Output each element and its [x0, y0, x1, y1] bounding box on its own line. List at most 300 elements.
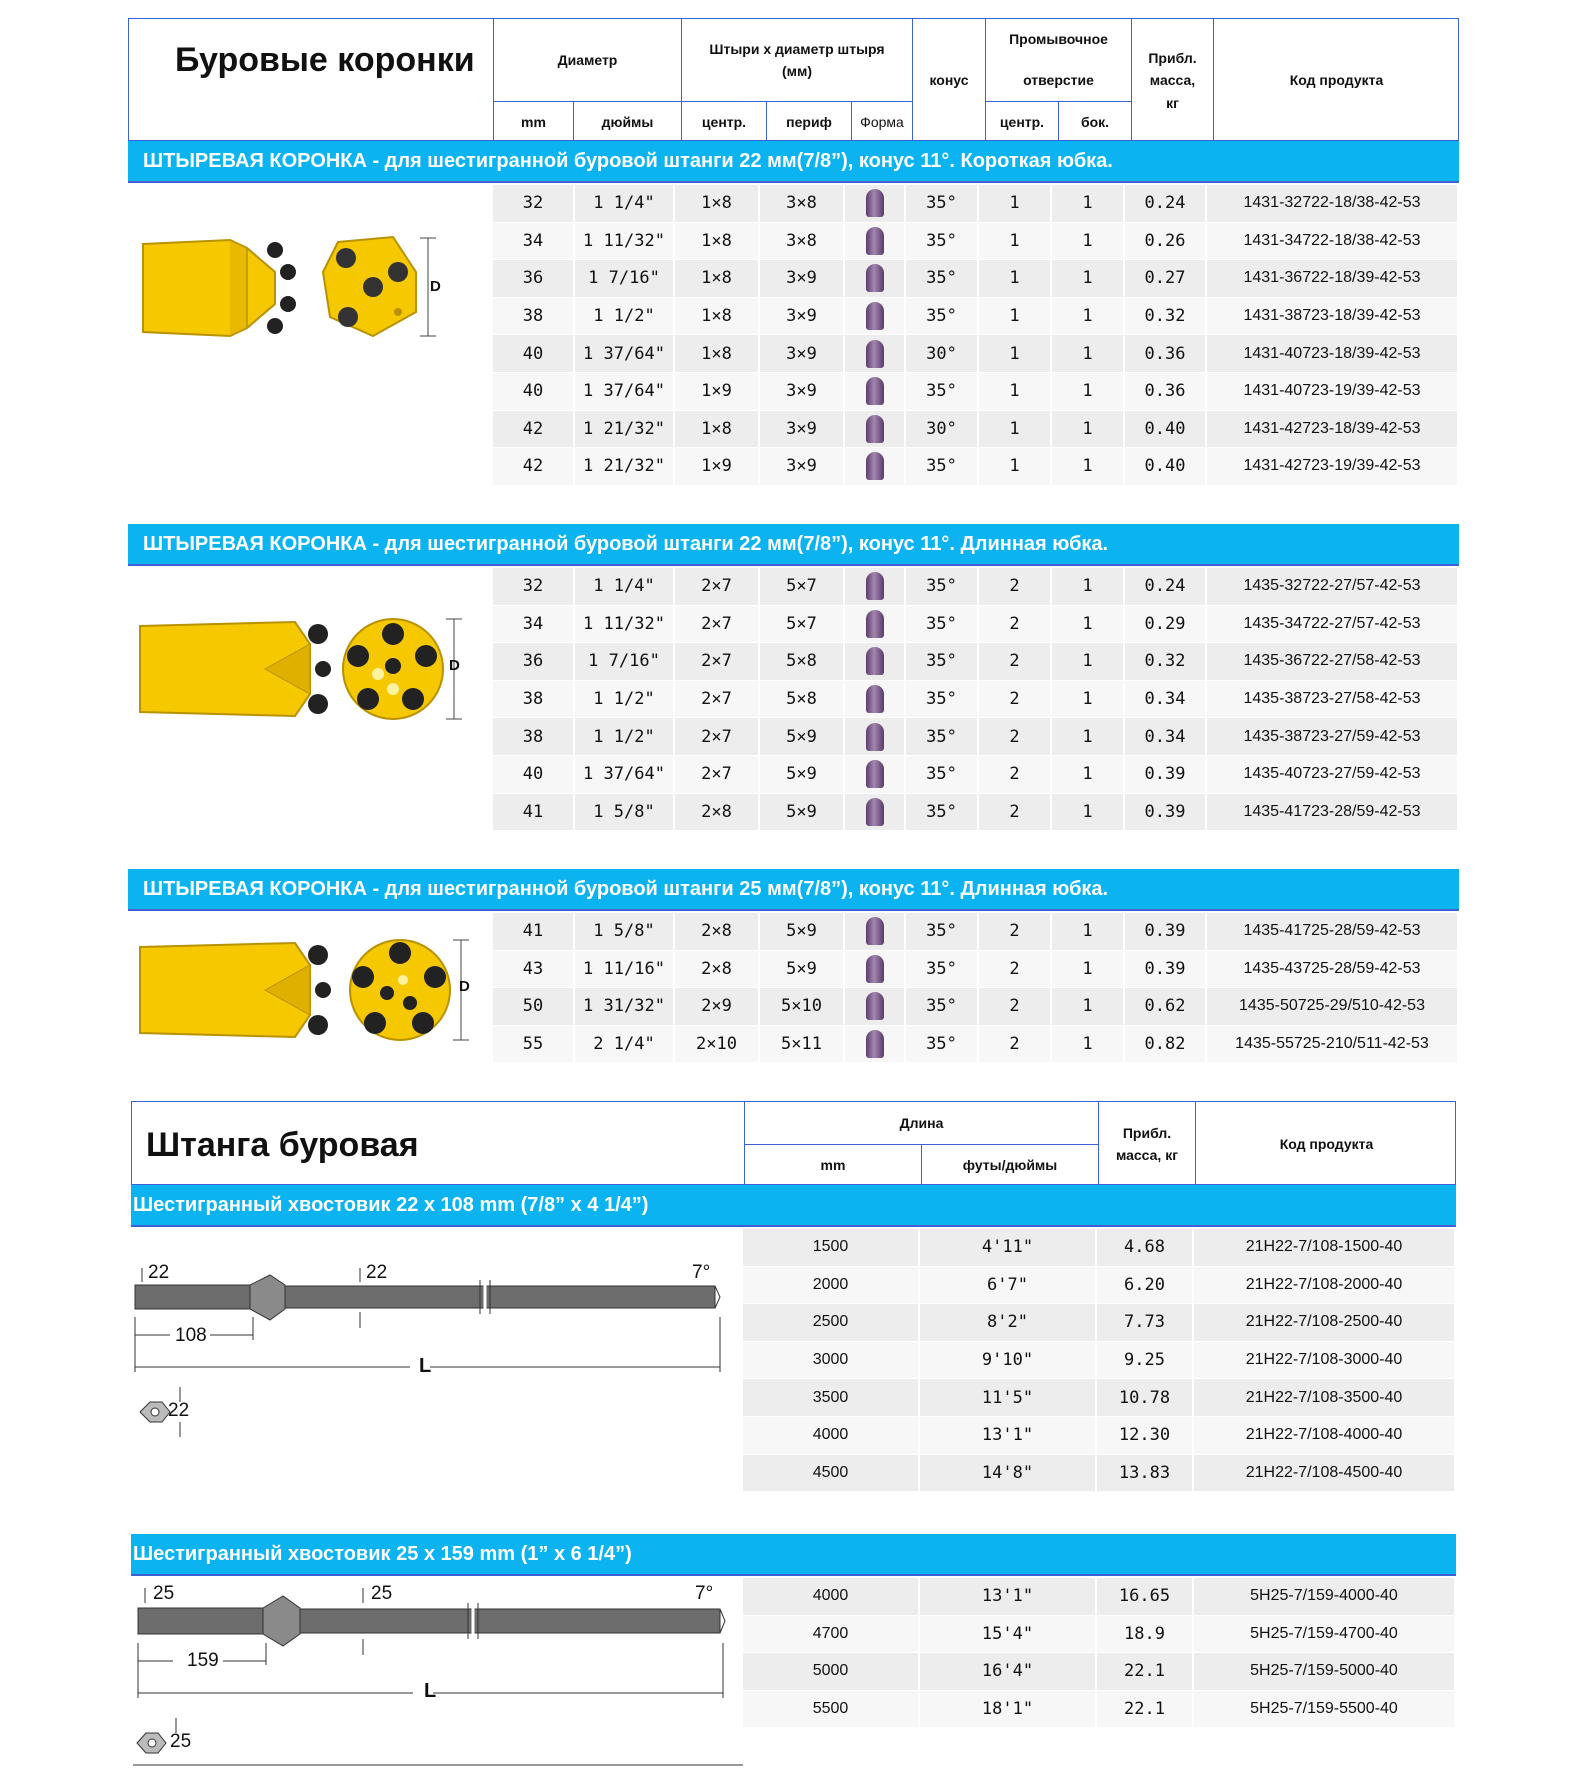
cell-mass: 4.68: [1097, 1229, 1194, 1266]
cell-code: 1431-40723-18/39-42-53: [1207, 335, 1459, 372]
cell-mass: 0.36: [1125, 335, 1207, 372]
bit-1-dim-label: D: [430, 278, 441, 295]
table-row: [743, 1379, 1456, 1417]
cell-flush-side: 1: [1052, 298, 1125, 335]
cell-cone: 35°: [906, 643, 979, 680]
cell-mass: 0.32: [1125, 298, 1207, 335]
table-row: [743, 1578, 1456, 1616]
table-row: [493, 951, 1459, 989]
cell-mass: 7.73: [1097, 1304, 1194, 1341]
bits-section-3-rows: [493, 913, 1459, 1063]
cell-pins-periph: 5×9: [760, 913, 845, 950]
cell-inch: 1 1/4": [575, 185, 675, 222]
cell-mass: 0.39: [1125, 794, 1207, 831]
cell-code: 1435-36722-27/58-42-53: [1207, 643, 1459, 680]
hdr-code: Код продукта: [1213, 19, 1459, 142]
cell-flush-center: 2: [979, 794, 1052, 831]
hdr-diameter: Диаметр: [493, 19, 681, 102]
cell-mm: 40: [493, 373, 575, 410]
cell-mass: 6.20: [1097, 1267, 1194, 1304]
cell-flush-center: 1: [979, 260, 1052, 297]
table-row: [493, 643, 1459, 681]
table-row: [743, 1616, 1456, 1654]
bit-25mm-side-image: [135, 935, 335, 1045]
cell-flush-center: 2: [979, 756, 1052, 793]
cell-mm: 38: [493, 718, 575, 755]
cell-code: 1435-40723-27/59-42-53: [1207, 756, 1459, 793]
cell-flush-side: 1: [1052, 951, 1125, 988]
cell-code: 21H22-7/108-1500-40: [1194, 1229, 1456, 1266]
cell-mm: 32: [493, 185, 575, 222]
cell-mm: 40: [493, 756, 575, 793]
cell-flush-side: 1: [1052, 568, 1125, 605]
cell-pins-center: 2×7: [675, 568, 760, 605]
rods-section-2-title: Шестигранный хвостовик 25 x 159 mm (1” x 6 1/4”): [131, 1534, 1456, 1576]
button-pin-icon: [866, 798, 884, 826]
cell-code: 1435-50725-29/510-42-53: [1207, 988, 1459, 1025]
cell-cone: 35°: [906, 951, 979, 988]
cell-pins-center: 1×8: [675, 298, 760, 335]
hdr-inch: дюймы: [573, 102, 681, 142]
cell-pins-center: 1×8: [675, 335, 760, 372]
cell-code: 1431-38723-18/39-42-53: [1207, 298, 1459, 335]
table-row: [493, 1026, 1459, 1064]
cell-mm: 36: [493, 643, 575, 680]
cell-shape: [845, 913, 906, 950]
cell-flush-side: 1: [1052, 643, 1125, 680]
cell-ftin: 13'1": [920, 1417, 1097, 1454]
cell-inch: 1 1/2": [575, 718, 675, 755]
cell-mm: 4500: [743, 1455, 920, 1492]
cell-flush-side: 1: [1052, 681, 1125, 718]
cell-cone: 30°: [906, 335, 979, 372]
table-row: [743, 1455, 1456, 1493]
hdr-periph: периф: [766, 102, 851, 142]
bits-section-1-title: ШТЫРЕВАЯ КОРОНКА - для шестигранной буровой штанги 22 мм(7/8”), конус 11°. Короткая юбка.: [128, 141, 1459, 183]
table-row: [493, 223, 1459, 261]
rod-22-hex-label: 22: [148, 1262, 170, 1283]
cell-flush-center: 2: [979, 568, 1052, 605]
cell-pins-periph: 5×9: [760, 794, 845, 831]
cell-pins-center: 2×8: [675, 951, 760, 988]
hdr-mm: mm: [493, 102, 573, 142]
cell-mass: 0.36: [1125, 373, 1207, 410]
cell-ftin: 8'2": [920, 1304, 1097, 1341]
cell-mass: 22.1: [1097, 1691, 1194, 1728]
cell-flush-side: 1: [1052, 794, 1125, 831]
cell-shape: [845, 643, 906, 680]
cell-inch: 1 1/4": [575, 568, 675, 605]
cell-inch: 1 5/8": [575, 913, 675, 950]
cell-shape: [845, 756, 906, 793]
cell-mm: 4700: [743, 1616, 920, 1653]
cell-inch: 1 21/32": [575, 411, 675, 448]
cell-pins-periph: 3×9: [760, 373, 845, 410]
cell-flush-side: 1: [1052, 335, 1125, 372]
rods-title: Штанга буровая: [146, 1126, 419, 1164]
hdr-flush: Промывочное отверстие: [985, 19, 1131, 102]
table-row: [493, 568, 1459, 606]
cell-code: 1435-32722-27/57-42-53: [1207, 568, 1459, 605]
cell-flush-center: 1: [979, 223, 1052, 260]
cell-mm: 3500: [743, 1379, 920, 1416]
cell-shape: [845, 794, 906, 831]
hdr-mass: Прибл. масса, кг: [1131, 19, 1213, 142]
table-row: [493, 756, 1459, 794]
cell-pins-center: 1×8: [675, 411, 760, 448]
cell-cone: 35°: [906, 298, 979, 335]
cell-flush-center: 1: [979, 185, 1052, 222]
bit-short-skirt-side-image: [135, 232, 315, 342]
cell-pins-periph: 5×7: [760, 568, 845, 605]
cell-pins-periph: 5×7: [760, 606, 845, 643]
rod-25-shank-label: 159: [187, 1650, 219, 1671]
cell-pins-center: 2×7: [675, 756, 760, 793]
rod-22-hex2-label: 22: [366, 1262, 388, 1283]
cell-ftin: 11'5": [920, 1379, 1097, 1416]
cell-pins-center: 2×7: [675, 681, 760, 718]
cell-flush-center: 2: [979, 1026, 1052, 1063]
cell-flush-side: 1: [1052, 1026, 1125, 1063]
cell-mm: 4000: [743, 1417, 920, 1454]
table-row: [493, 718, 1459, 756]
button-pin-icon: [866, 955, 884, 983]
button-pin-icon: [866, 377, 884, 405]
cell-pins-center: 2×9: [675, 988, 760, 1025]
cell-pins-center: 1×9: [675, 373, 760, 410]
rods-section-1-title: Шестигранный хвостовик 22 x 108 mm (7/8” x 4 1/4”): [131, 1185, 1456, 1227]
cell-shape: [845, 373, 906, 410]
cell-code: 21H22-7/108-2000-40: [1194, 1267, 1456, 1304]
cell-flush-center: 2: [979, 681, 1052, 718]
cell-cone: 35°: [906, 756, 979, 793]
cell-cone: 35°: [906, 988, 979, 1025]
cell-mm: 36: [493, 260, 575, 297]
cell-ftin: 15'4": [920, 1616, 1097, 1653]
cell-code: 1431-32722-18/38-42-53: [1207, 185, 1459, 222]
cell-ftin: 6'7": [920, 1267, 1097, 1304]
table-row: [493, 913, 1459, 951]
cell-shape: [845, 951, 906, 988]
cell-cone: 35°: [906, 373, 979, 410]
cell-shape: [845, 1026, 906, 1063]
cell-mm: 34: [493, 223, 575, 260]
cell-code: 1435-41723-28/59-42-53: [1207, 794, 1459, 831]
cell-pins-periph: 3×9: [760, 335, 845, 372]
bits-title: Буровые коронки: [175, 41, 475, 79]
button-pin-icon: [866, 723, 884, 751]
rod-25-hex2-label: 25: [371, 1583, 393, 1604]
table-row: [743, 1304, 1456, 1342]
bits-section-2-rows: [493, 568, 1459, 831]
cell-mm: 41: [493, 794, 575, 831]
button-pin-icon: [866, 302, 884, 330]
cell-mm: 41: [493, 913, 575, 950]
cell-mm: 50: [493, 988, 575, 1025]
bit-long-skirt-side-image: [135, 614, 335, 724]
cell-ftin: 13'1": [920, 1578, 1097, 1615]
button-pin-icon: [866, 452, 884, 480]
hdr-pins: Штыри x диаметр штыря (мм): [681, 19, 912, 102]
cell-mm: 2500: [743, 1304, 920, 1341]
cell-pins-periph: 5×11: [760, 1026, 845, 1063]
cell-inch: 1 1/2": [575, 298, 675, 335]
cell-cone: 35°: [906, 223, 979, 260]
rod-25-angle-label: 7°: [695, 1583, 714, 1604]
button-pin-icon: [866, 227, 884, 255]
cell-pins-periph: 3×9: [760, 298, 845, 335]
cell-flush-center: 1: [979, 411, 1052, 448]
cell-mass: 0.62: [1125, 988, 1207, 1025]
cell-flush-center: 1: [979, 335, 1052, 372]
button-pin-icon: [866, 760, 884, 788]
button-pin-icon: [866, 1030, 884, 1058]
rods-header: [131, 1101, 1456, 1185]
cell-inch: 1 7/16": [575, 260, 675, 297]
cell-mm: 5000: [743, 1653, 920, 1690]
cell-mass: 0.24: [1125, 185, 1207, 222]
cell-cone: 35°: [906, 260, 979, 297]
cell-code: 5H25-7/159-4000-40: [1194, 1578, 1456, 1615]
cell-code: 1431-40723-19/39-42-53: [1207, 373, 1459, 410]
cell-mm: 42: [493, 448, 575, 485]
cell-code: 5H25-7/159-4700-40: [1194, 1616, 1456, 1653]
cell-flush-side: 1: [1052, 988, 1125, 1025]
button-pin-icon: [866, 264, 884, 292]
cell-mass: 16.65: [1097, 1578, 1194, 1615]
cell-pins-periph: 3×8: [760, 185, 845, 222]
button-pin-icon: [866, 685, 884, 713]
cell-mass: 0.34: [1125, 718, 1207, 755]
cell-mm: 38: [493, 298, 575, 335]
cell-shape: [845, 988, 906, 1025]
rod-25-end-label: 25: [170, 1731, 192, 1752]
table-row: [743, 1267, 1456, 1305]
cell-mass: 9.25: [1097, 1342, 1194, 1379]
cell-cone: 35°: [906, 913, 979, 950]
cell-mass: 0.29: [1125, 606, 1207, 643]
cell-flush-center: 2: [979, 606, 1052, 643]
cell-flush-center: 2: [979, 718, 1052, 755]
table-row: [493, 335, 1459, 373]
cell-pins-periph: 3×9: [760, 448, 845, 485]
cell-code: 1431-34722-18/38-42-53: [1207, 223, 1459, 260]
cell-inch: 1 37/64": [575, 335, 675, 372]
cell-code: 1431-36722-18/39-42-53: [1207, 260, 1459, 297]
cell-flush-side: 1: [1052, 223, 1125, 260]
cell-mm: 2000: [743, 1267, 920, 1304]
cell-code: 1435-38723-27/58-42-53: [1207, 681, 1459, 718]
rods-section-1-rows: [743, 1229, 1456, 1492]
cell-code: 1435-43725-28/59-42-53: [1207, 951, 1459, 988]
cell-shape: [845, 335, 906, 372]
button-pin-icon: [866, 610, 884, 638]
hdr-center: центр.: [681, 102, 766, 142]
cell-pins-periph: 3×9: [760, 411, 845, 448]
bit-25mm-face-image: [345, 935, 475, 1045]
cell-mass: 10.78: [1097, 1379, 1194, 1416]
cell-pins-center: 2×7: [675, 643, 760, 680]
cell-inch: 1 21/32": [575, 448, 675, 485]
cell-inch: 1 1/2": [575, 681, 675, 718]
cell-pins-periph: 5×8: [760, 681, 845, 718]
cell-ftin: 9'10": [920, 1342, 1097, 1379]
cell-pins-center: 2×8: [675, 913, 760, 950]
cell-flush-side: 1: [1052, 260, 1125, 297]
rod-22-shank-label: 108: [175, 1325, 207, 1346]
hdr-cone: конус: [912, 19, 985, 142]
table-row: [743, 1653, 1456, 1691]
cell-flush-side: 1: [1052, 756, 1125, 793]
cell-ftin: 16'4": [920, 1653, 1097, 1690]
cell-inch: 1 37/64": [575, 373, 675, 410]
table-row: [493, 185, 1459, 223]
table-row: [493, 260, 1459, 298]
table-row: [493, 373, 1459, 411]
rods-hdr-code: Код продукта: [1195, 1102, 1457, 1186]
cell-mass: 0.24: [1125, 568, 1207, 605]
button-pin-icon: [866, 992, 884, 1020]
cell-mass: 22.1: [1097, 1653, 1194, 1690]
cell-mm: 42: [493, 411, 575, 448]
cell-flush-side: 1: [1052, 718, 1125, 755]
cell-mm: 4000: [743, 1578, 920, 1615]
cell-ftin: 14'8": [920, 1455, 1097, 1492]
cell-code: 5H25-7/159-5500-40: [1194, 1691, 1456, 1728]
cell-pins-center: 1×9: [675, 448, 760, 485]
cell-shape: [845, 448, 906, 485]
cell-mass: 0.34: [1125, 681, 1207, 718]
cell-inch: 1 7/16": [575, 643, 675, 680]
cell-ftin: 18'1": [920, 1691, 1097, 1728]
cell-pins-periph: 5×8: [760, 643, 845, 680]
cell-mm: 5500: [743, 1691, 920, 1728]
cell-pins-center: 2×7: [675, 606, 760, 643]
cell-pins-periph: 5×9: [760, 718, 845, 755]
cell-pins-center: 1×8: [675, 223, 760, 260]
cell-code: 1435-34722-27/57-42-53: [1207, 606, 1459, 643]
cell-pins-periph: 5×10: [760, 988, 845, 1025]
cell-mass: 0.26: [1125, 223, 1207, 260]
rods-hdr-mass: Прибл. масса, кг: [1098, 1102, 1195, 1186]
rod-25-hex-label: 25: [153, 1583, 175, 1604]
cell-flush-center: 1: [979, 298, 1052, 335]
cell-flush-side: 1: [1052, 185, 1125, 222]
cell-pins-center: 2×7: [675, 718, 760, 755]
cell-cone: 35°: [906, 1026, 979, 1063]
rod-22-length-label: L: [419, 1355, 432, 1377]
cell-pins-center: 1×8: [675, 185, 760, 222]
cell-mass: 0.39: [1125, 756, 1207, 793]
cell-pins-periph: 5×9: [760, 951, 845, 988]
cell-code: 1435-55725-210/511-42-53: [1207, 1026, 1459, 1063]
cell-pins-center: 1×8: [675, 260, 760, 297]
cell-code: 1435-38723-27/59-42-53: [1207, 718, 1459, 755]
hdr-flush-center: центр.: [985, 102, 1058, 142]
cell-pins-periph: 5×9: [760, 756, 845, 793]
cell-mm: 32: [493, 568, 575, 605]
cell-mass: 0.82: [1125, 1026, 1207, 1063]
bit-2-dim-label: D: [449, 657, 460, 674]
cell-shape: [845, 223, 906, 260]
cell-mass: 12.30: [1097, 1417, 1194, 1454]
rods-hdr-mm: mm: [744, 1145, 921, 1186]
cell-ftin: 4'11": [920, 1229, 1097, 1266]
cell-mass: 0.40: [1125, 448, 1207, 485]
table-row: [743, 1342, 1456, 1380]
cell-shape: [845, 681, 906, 718]
cell-mass: 0.40: [1125, 411, 1207, 448]
cell-cone: 35°: [906, 185, 979, 222]
cell-mm: 40: [493, 335, 575, 372]
cell-code: 5H25-7/159-5000-40: [1194, 1653, 1456, 1690]
button-pin-icon: [866, 917, 884, 945]
cell-mass: 18.9: [1097, 1616, 1194, 1653]
button-pin-icon: [866, 572, 884, 600]
hdr-flush-side: бок.: [1058, 102, 1131, 142]
cell-cone: 35°: [906, 681, 979, 718]
cell-mass: 0.27: [1125, 260, 1207, 297]
cell-inch: 1 5/8": [575, 794, 675, 831]
cell-inch: 1 11/32": [575, 223, 675, 260]
table-row: [743, 1229, 1456, 1267]
rods-hdr-ftin: футы/дюймы: [921, 1145, 1098, 1186]
hdr-shape: Форма: [851, 102, 912, 142]
cell-flush-center: 2: [979, 988, 1052, 1025]
table-row: [493, 988, 1459, 1026]
cell-shape: [845, 606, 906, 643]
cell-code: 21H22-7/108-3500-40: [1194, 1379, 1456, 1416]
rod-22-end-label: 22: [168, 1400, 190, 1421]
button-pin-icon: [866, 647, 884, 675]
cell-code: 1431-42723-19/39-42-53: [1207, 448, 1459, 485]
table-row: [493, 794, 1459, 832]
cell-flush-side: 1: [1052, 411, 1125, 448]
cell-mass: 13.83: [1097, 1455, 1194, 1492]
cell-shape: [845, 298, 906, 335]
cell-shape: [845, 411, 906, 448]
cell-mass: 0.39: [1125, 913, 1207, 950]
cell-code: 21H22-7/108-3000-40: [1194, 1342, 1456, 1379]
bit-short-skirt-face-image: [318, 232, 438, 342]
cell-cone: 35°: [906, 568, 979, 605]
bits-section-2-title: ШТЫРЕВАЯ КОРОНКА - для шестигранной буровой штанги 22 мм(7/8”), конус 11°. Длинная юбка.: [128, 524, 1459, 566]
button-pin-icon: [866, 415, 884, 443]
bits-section-3-title: ШТЫРЕВАЯ КОРОНКА - для шестигранной буровой штанги 25 мм(7/8”), конус 11°. Длинная юбка.: [128, 869, 1459, 911]
cell-shape: [845, 568, 906, 605]
cell-inch: 1 11/32": [575, 606, 675, 643]
cell-code: 1435-41725-28/59-42-53: [1207, 913, 1459, 950]
cell-flush-center: 2: [979, 643, 1052, 680]
cell-mm: 1500: [743, 1229, 920, 1266]
table-row: [493, 606, 1459, 644]
bits-header: [128, 18, 1459, 141]
cell-pins-periph: 3×8: [760, 223, 845, 260]
rods-hdr-length: Длина: [744, 1102, 1098, 1145]
cell-inch: 1 11/16": [575, 951, 675, 988]
cell-cone: 35°: [906, 606, 979, 643]
bit-3-dim-label: D: [459, 978, 470, 995]
cell-cone: 30°: [906, 411, 979, 448]
cell-flush-side: 1: [1052, 606, 1125, 643]
cell-mm: 38: [493, 681, 575, 718]
cell-shape: [845, 185, 906, 222]
table-row: [493, 448, 1459, 486]
table-row: [493, 411, 1459, 449]
button-pin-icon: [866, 340, 884, 368]
button-pin-icon: [866, 189, 884, 217]
cell-mass: 0.39: [1125, 951, 1207, 988]
